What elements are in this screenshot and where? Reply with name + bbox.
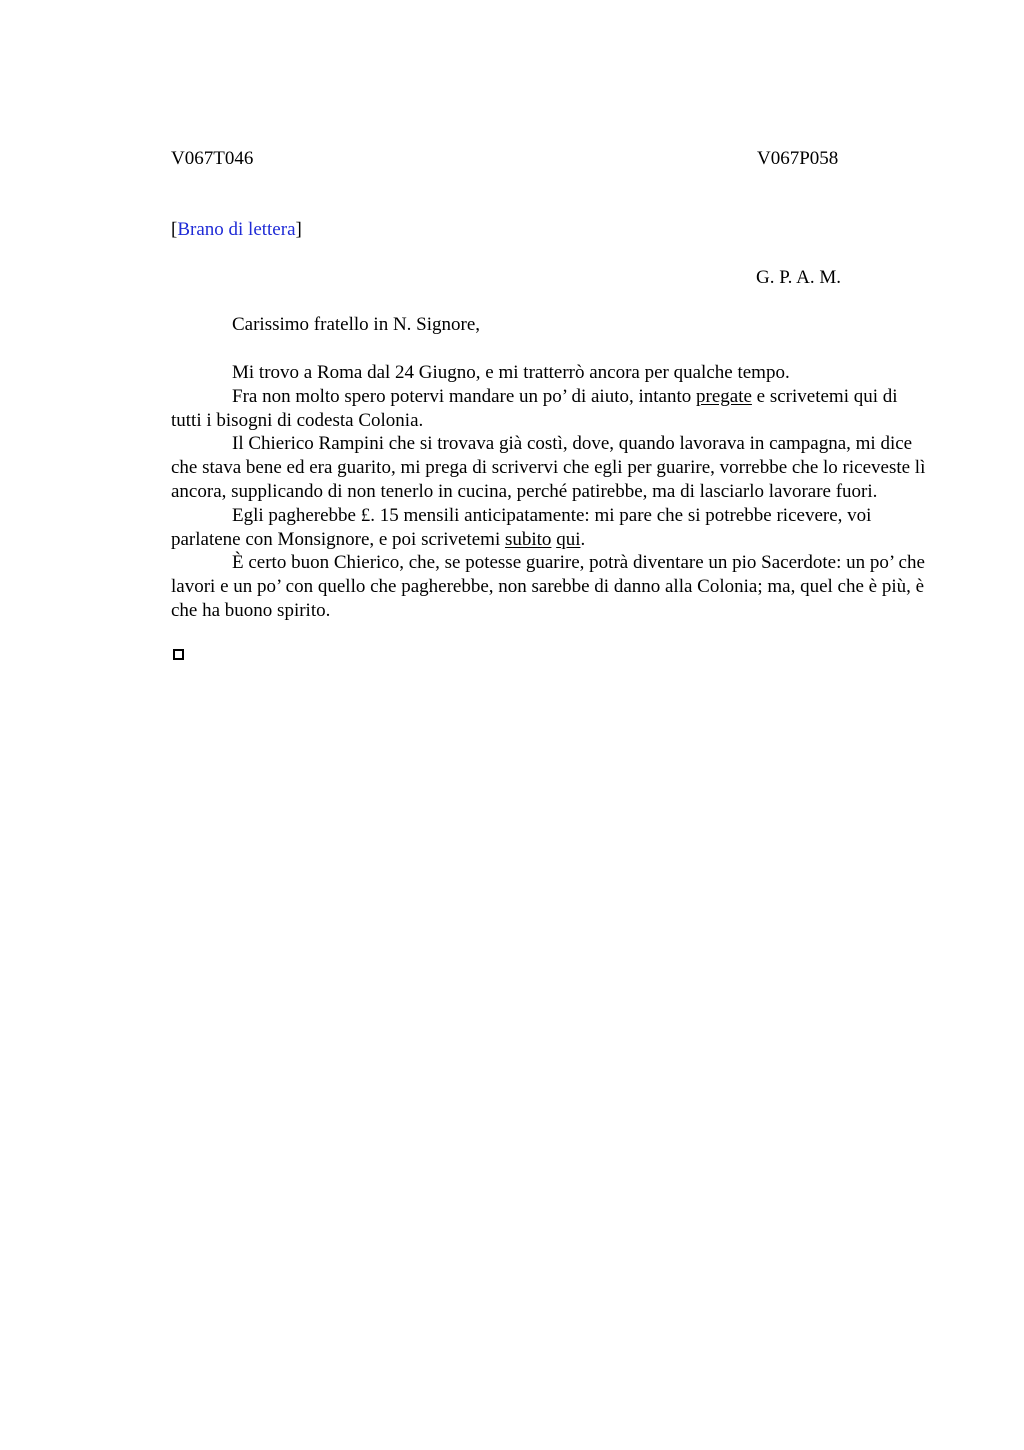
paragraph-5: È certo buon Chierico, che, se potesse guarire, potrà diventare un pio Sacerdote: un po’ che lavori e un po’ con quello che pagherebbe, non sarebbe di danno alla Colonia; ma, quel che è più, è che ha buono spirito. bbox=[171, 552, 925, 621]
paragraph-4-end: . bbox=[580, 528, 586, 550]
paragraph-4-text-a: Egli pagherebbe £. 15 mensili anticipatamente: mi pare che si potrebbe ricevere, voi parlatene con Monsignore, e poi scrivetemi bbox=[171, 504, 872, 550]
paragraph-4 bbox=[171, 504, 929, 552]
underlined-qui: qui bbox=[556, 528, 581, 550]
title-link[interactable]: Brano di lettera bbox=[177, 219, 296, 240]
paragraph-2-text-b: e scrivetemi qui di tutti i bisogni di codesta Colonia. bbox=[171, 385, 898, 431]
document-code-left: V067T046 bbox=[171, 148, 254, 169]
document-code-right: V067P058 bbox=[757, 148, 839, 169]
salutation: Carissimo fratello in N. Signore, bbox=[232, 314, 481, 335]
document-title bbox=[171, 218, 302, 242]
underlined-subito: subito bbox=[504, 528, 552, 550]
title-close-bracket: ] bbox=[295, 219, 302, 240]
title-open-bracket: [ bbox=[171, 219, 178, 240]
paragraph-3: Il Chierico Rampini che si trovava già costì, dove, quando lavorava in campagna, mi dice che stava bene ed era guarito, mi prega di scrivervi che egli per guarire, vorrebbe che lo riceveste lì ancora, supplicando di non tenerlo in cucina, perché patirebbe, ma di lasciarlo lavorare fuori. bbox=[171, 433, 926, 502]
underlined-pregate: pregate bbox=[696, 385, 752, 407]
signature-initials: G. P. A. M. bbox=[756, 267, 841, 288]
letter-body bbox=[171, 361, 929, 623]
paragraph-2 bbox=[171, 385, 929, 433]
paragraph-2-text-a: Fra non molto spero potervi mandare un po’ di aiuto, intanto bbox=[232, 385, 696, 407]
hollow-square-icon bbox=[173, 649, 184, 660]
paragraph-1: Mi trovo a Roma dal 24 Giugno, e mi tratterrò ancora per qualche tempo. bbox=[232, 362, 790, 383]
